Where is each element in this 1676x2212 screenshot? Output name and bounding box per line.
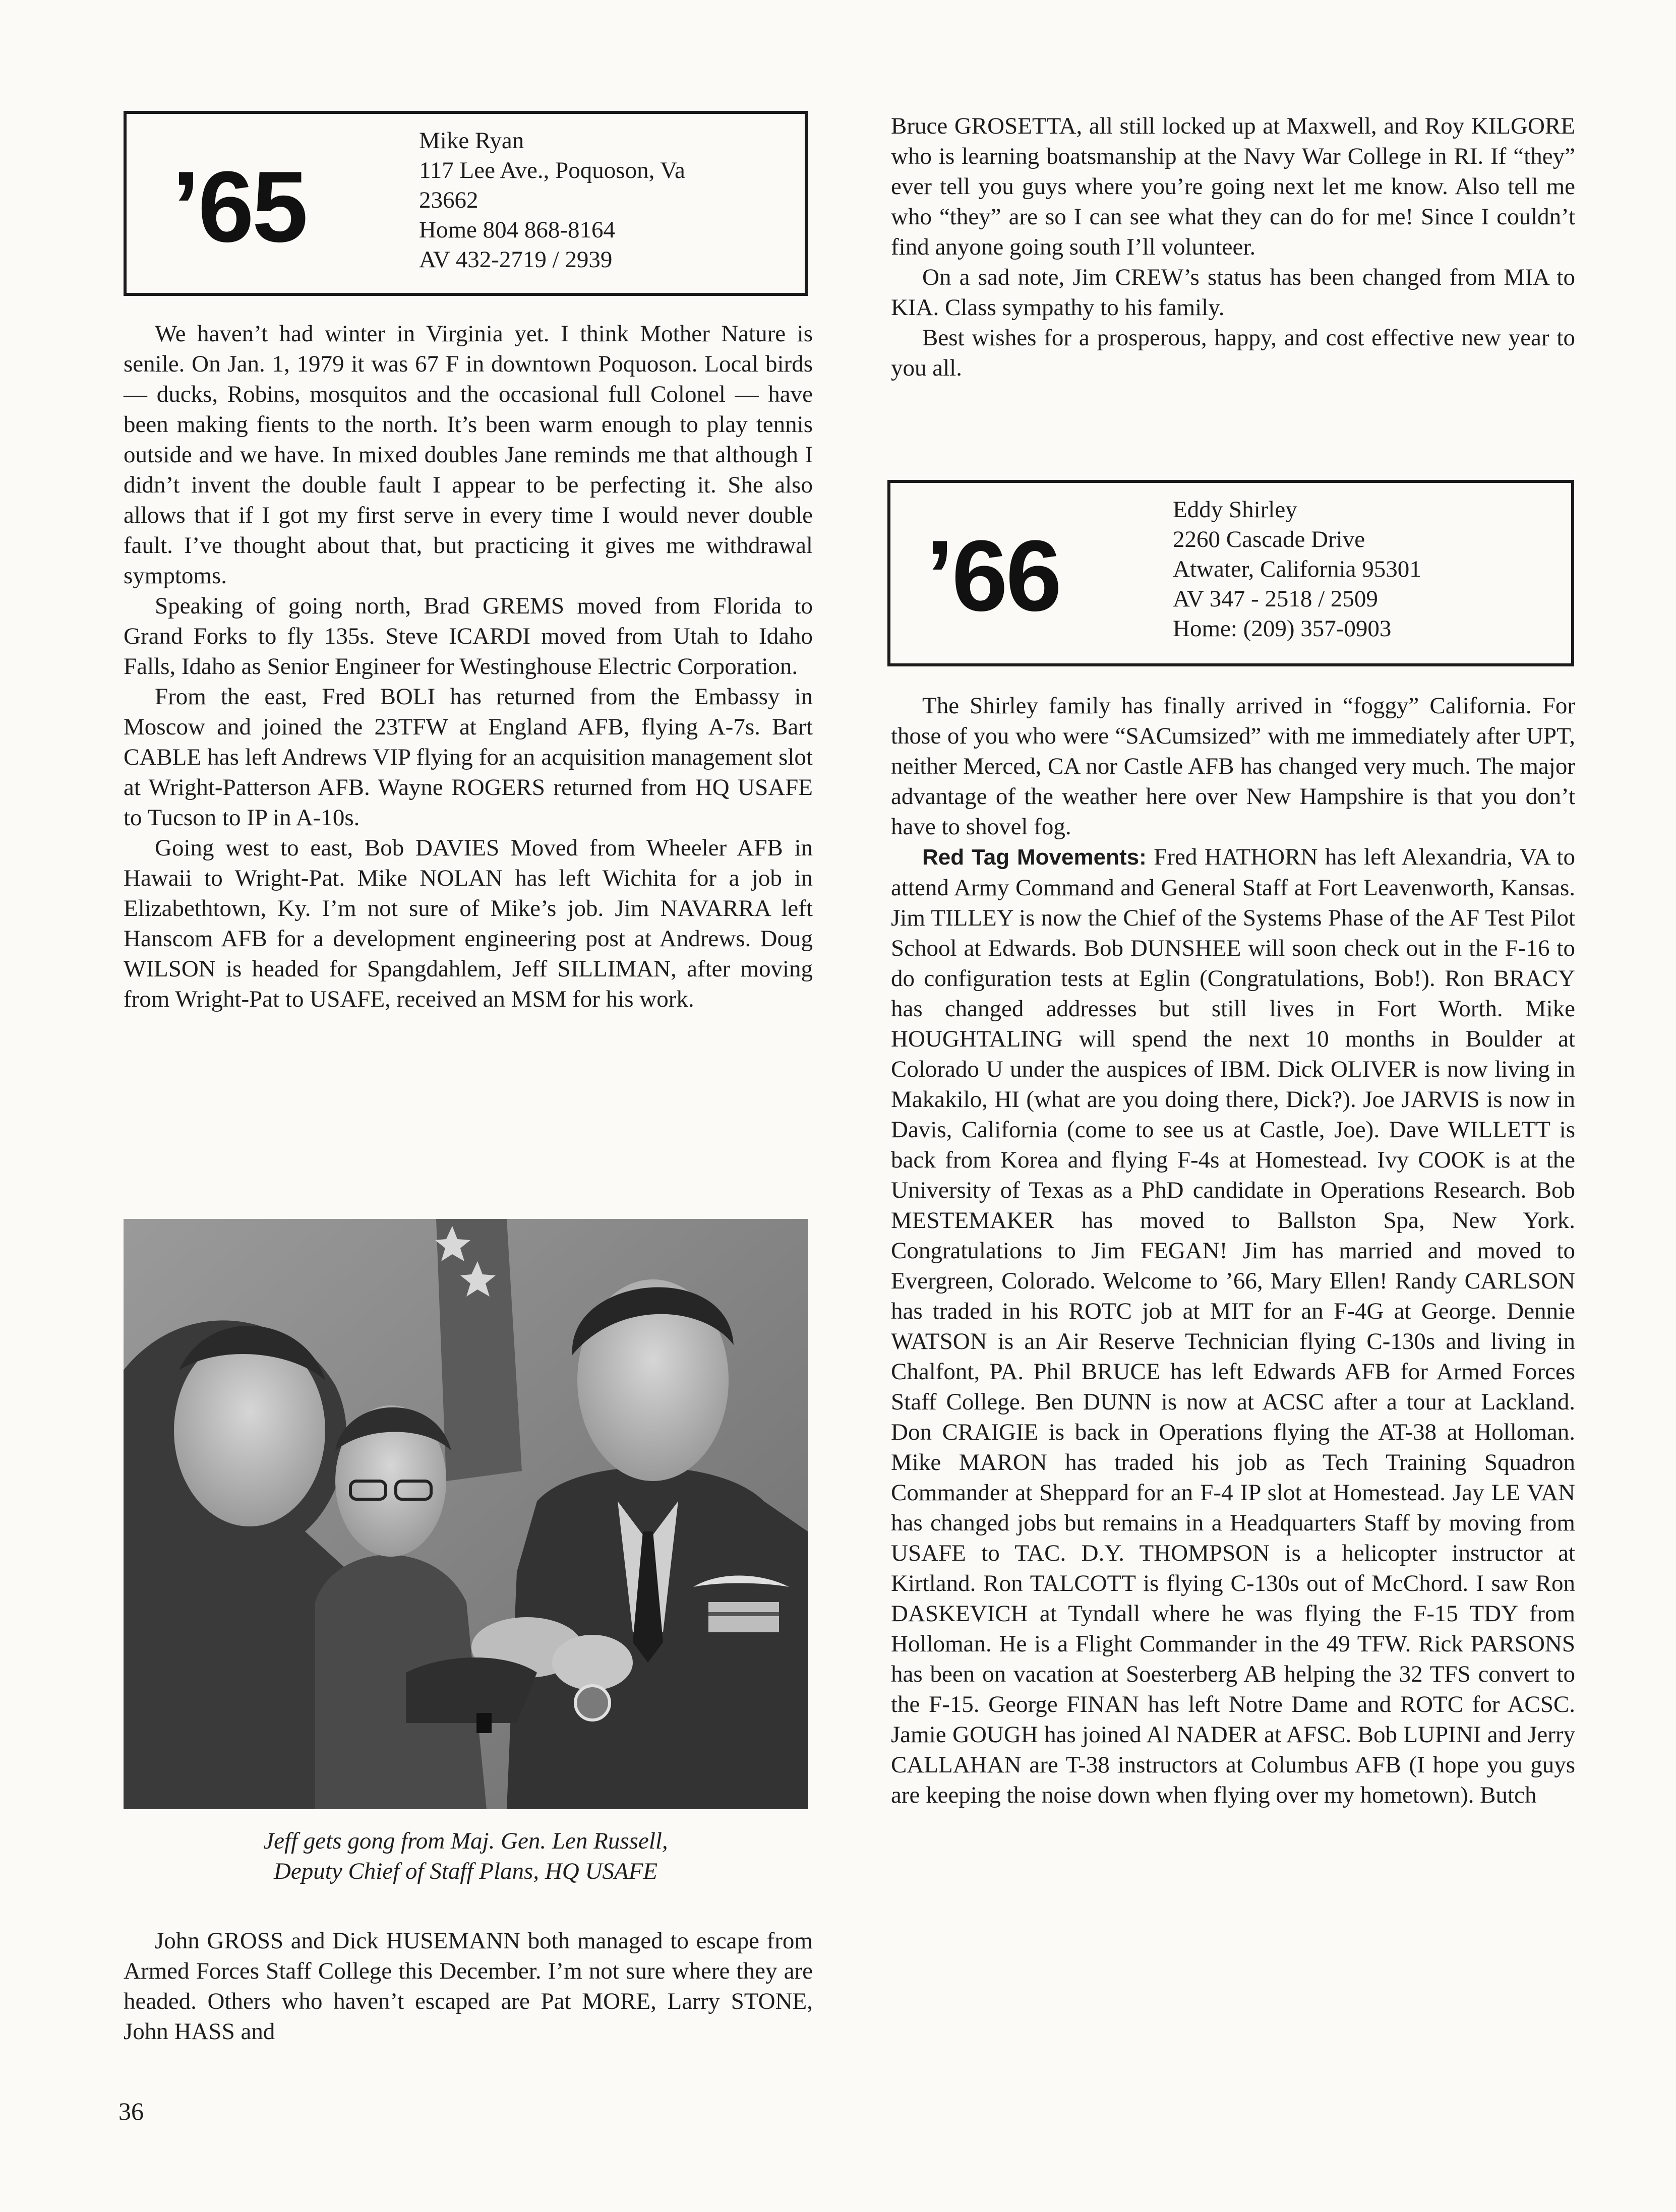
caption-line: Jeff gets gong from Maj. Gen. Len Russell, — [263, 1828, 668, 1854]
run-in-heading: Red Tag Movements: — [922, 845, 1147, 870]
left-column-bottom — [124, 1926, 813, 2047]
award-photo-image — [124, 1219, 808, 1809]
address-line: 117 Lee Ave., Poquoson, Va — [419, 157, 685, 183]
address-line: AV 432-2719 / 2939 — [419, 247, 613, 273]
page-number: 36 — [118, 2097, 144, 2125]
body-paragraph: From the east, Fred BOLI has returned from the Embassy in Moscow and joined the 23TFW at England AFB, flying A-7s. Bart CABLE has left Andrews VIP flying for an acquisition management slot at Wright-Patterson AFB. Wayne ROGERS returned from HQ USAFE to Tucson to IP in A-10s. — [124, 684, 813, 831]
body-paragraph-red-tag — [891, 842, 1575, 1810]
right-column-bottom — [891, 691, 1575, 1810]
address-line: 2260 Cascade Drive — [1173, 526, 1365, 552]
body-paragraph: Bruce GROSETTA, all still locked up at Maxwell, and Roy KILGORE who is learning boatsmanship at the Navy War College in RI. If “they” ever tell you guys where you’re going next let me know. Also tell me who “they” are so I can see what they can do for me! Since I couldn’t find anyone going south I’ll volunteer. — [891, 113, 1575, 260]
class-65-address — [419, 126, 685, 275]
address-line: Mike Ryan — [419, 128, 524, 154]
body-paragraph: John GROSS and Dick HUSEMANN both managed to escape from Armed Forces Staff College this December. I’m not sure where they are headed. Others who haven’t escaped are Pat MORE, Larry STONE, John HASS and — [124, 1928, 813, 2045]
body-paragraph: Best wishes for a prosperous, happy, and cost effective new year to you all. — [891, 325, 1575, 381]
body-paragraph: Speaking of going north, Brad GREMS moved from Florida to Grand Forks to fly 135s. Steve ICARDI moved from Utah to Idaho Falls, Idaho as Senior Engineer for Westinghouse Electric Corporation. — [124, 593, 813, 680]
caption-line: Deputy Chief of Staff Plans, HQ USAFE — [273, 1858, 658, 1884]
left-column — [124, 319, 813, 1014]
class-65-year: ’65 — [172, 151, 307, 263]
photo-caption — [124, 1826, 808, 1886]
body-paragraph: We haven’t had winter in Virginia yet. I think Mother Nature is senile. On Jan. 1, 1979 it was 67 F in downtown Poquoson. Local birds — ducks, Robins, mosquitos and the occasional full Colonel — have been making fients to the north. It’s been warm enough to play tennis outside and we have. In mixed doubles Jane reminds me that although I didn’t invent the double fault I appear to be perfecting it. She also allows that if I got my first serve in every time I would never double fault. I’ve thought about that, but practicing it gives me withdrawal symptoms. — [124, 321, 813, 589]
body-paragraph: The Shirley family has finally arrived in “foggy” California. For those of you who were “SACumsized” with me immediately after UPT, neither Merced, CA nor Castle AFB has changed very much. The major advantage of the weather here over New Hampshire is that you don’t have to shovel fog. — [891, 693, 1575, 840]
address-line: Atwater, California 95301 — [1173, 556, 1421, 582]
run-in-text: Fred HATHORN has left Alexandria, VA to attend Army Command and General Staff at Fort Leavenworth, Kansas. Jim TILLEY is now the Chief of the Systems Phase of the AF Test Pilot School at Edwards. Bob DUNSHEE will soon check out in the F-16 to do configuration tests at Eglin (Congratulations, Bob!). Ron BRACY has changed addresses but still lives in Fort Worth. Mike HOUGHTALING will spend the next 10 months in Boulder at Colorado U under the auspices of IBM. Dick OLIVER is now living in Makakilo, HI (what are you doing there, Dick?). Joe JARVIS is now in Davis, California (come to see us at Castle, Joe). Dave WILLETT is back from Korea and flying F-4s at Homestead. Ivy COOK is at the University of Texas as a PhD candidate in Operations Research. Bob MESTEMAKER has moved to Ballston Spa, New York. Congratulations to Jim FEGAN! Jim has married and moved to Evergreen, Colorado. Welcome to ’66, Mary Ellen! Randy CARLSON has traded in his ROTC job at MIT for an F-4G at George. Dennie WATSON is an Air Reserve Technician flying C-130s and living in Chalfont, PA. Phil BRUCE has left Edwards AFB for Armed Forces Staff College. Ben DUNN is now at ACSC after a tour at Lackland. Don CRAIGIE is back in Operations flying the AT-38 at Holloman. Mike MARON has traded his job as Tech Training Squadron Commander at Sheppard for an F-4 IP slot at Homestead. Jay LE VAN has changed jobs but remains in a Headquarters Staff by moving from USAFE to TAC. D.Y. THOMPSON is a helicopter instructor at Kirtland. Ron TALCOTT is flying C-130s out of McChord. I saw Ron DASKEVICH at Tyndall where he was flying the F-15 TDY from Holloman. He is a Flight Commander in the 49 TFW. Rick PARSONS has been on vacation at Soesterberg AB helping the 32 TFS convert to the F-15. George FINAN has left Notre Dame and ROTC for ACSC. Jamie GOUGH has joined Al NADER at AFSC. Bob LUPINI and Jerry CALLAHAN are T-38 instructors at Columbus AFB (I hope you guys are keeping the noise down when flying over my hometown). Butch — [891, 844, 1575, 1808]
class-65-header-box — [124, 111, 808, 296]
address-line: Eddy Shirley — [1173, 497, 1297, 523]
class-66-year: ’66 — [926, 520, 1060, 632]
body-paragraph: Going west to east, Bob DAVIES Moved from Wheeler AFB in Hawaii to Wright-Pat. Mike NOLAN has left Wichita for a job in Elizabethtown, Ky. I’m not sure of Mike’s job. Jim NAVARRA left Hanscom AFB for a development engineering post at Andrews. Doug WILSON is headed for Spangdahlem, Jeff SILLIMAN, after moving from Wright-Pat to USAFE, received an MSM for his work. — [124, 835, 813, 1012]
award-photo — [124, 1219, 808, 1809]
address-line: AV 347 - 2518 / 2509 — [1173, 586, 1378, 612]
address-line: 23662 — [419, 187, 478, 213]
class-66-header-box — [887, 480, 1574, 666]
class-66-address — [1173, 495, 1421, 644]
address-line: Home 804 868-8164 — [419, 217, 616, 243]
body-paragraph: On a sad note, Jim CREW’s status has been changed from MIA to KIA. Class sympathy to his family. — [891, 264, 1575, 321]
right-column-top — [891, 111, 1575, 383]
address-line: Home: (209) 357-0903 — [1173, 616, 1392, 642]
